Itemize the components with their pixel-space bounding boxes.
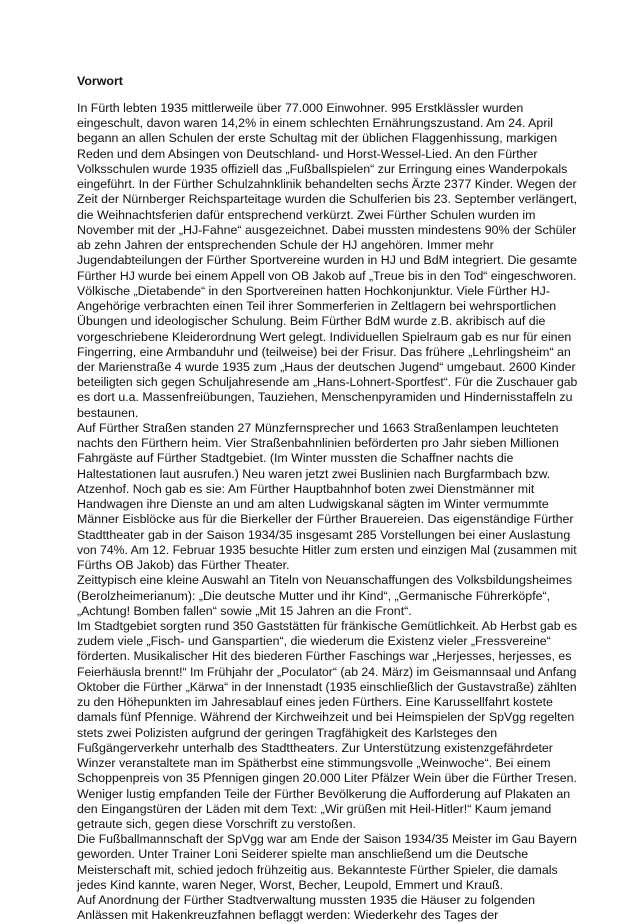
- text-line: jedes Kind kannte, waren Neger, Worst, Becher, Leupold, Emmert und Krauß.: [77, 877, 504, 892]
- text-line: Fahrgäste auf Fürther Stadtgebiet. (Im Winter mussten die Schaffner nachts die: [77, 451, 514, 466]
- text-line: damals fünf Pfennige. Während der Kirchweihzeit und bei Heimspielen der SpVgg regelten: [77, 710, 575, 725]
- text-line: Handwagen ihre Dienste an und am alten Ludwigskanal sägten im Winter vermummte: [77, 497, 549, 512]
- text-line: zudem viele „Fisch- und Ganspartien“, die wiederum die Existenz vieler „Fressvereine“: [77, 634, 551, 649]
- paragraph: [77, 573, 577, 619]
- text-line: stets zwei Polizisten aufgrund der geringen Tragfähigkeit des Karlsteges den: [77, 725, 498, 740]
- paragraph: [77, 421, 577, 573]
- paragraph: [77, 619, 577, 832]
- text-line: von 74%. Am 12. Februar 1935 besuchte Hitler zum ersten und einzigen Mal (zusammen mit: [77, 542, 577, 557]
- text-line: beteiligten sich gegen Schuljahresende am „Hans-Lohnert-Sportfest“. Für die Zuschauer gab: [77, 375, 578, 390]
- document-title: Vorwort: [77, 74, 123, 88]
- text-line: die Weihnachtsferien dafür entsprechend verkürzt. Zwei Fürther Schulen wurden im: [77, 207, 536, 222]
- text-line: Winzer veranstaltete man im Spätherbst eine stimmungsvolle „Weinwoche“. Bei einem: [77, 756, 551, 771]
- text-line: In Fürth lebten 1935 mittlerweile über 77.000 Einwohner. 995 Erstklässler wurden: [77, 101, 524, 115]
- text-line: Jugendabteilungen der Fürther Sportvereine wurden in HJ und BdM integriert. Die gesamte: [77, 253, 578, 268]
- text-line: es dort u.a. Massenfreiübungen, Tauziehen, Menschenpyramiden und Hindernisstaffeln zu: [77, 390, 573, 405]
- paragraph: [77, 101, 577, 421]
- text-line: den Eingangstüren der Läden mit dem Text: „Wir grüßen mit Heil-Hitler!“ Kaum jemand: [77, 801, 552, 816]
- text-line: Auf Fürther Straßen standen 27 Münzfernsprecher und 1663 Straßenlampen leuchteten: [77, 420, 559, 435]
- paragraph: [77, 832, 577, 893]
- text-line: Weniger lustig empfanden Teile der Fürther Bevölkerung die Aufforderung auf Plakaten an: [77, 786, 571, 801]
- text-line: Oktober die Fürther „Kärwa“ in der Innenstadt (1935 einschließlich der Gustavstraße) zählten: [77, 679, 577, 694]
- text-line: Angehörige verbrachten einen Teil ihrer Sommerferien in Zeltlagern bei wehrsportlichen: [77, 299, 557, 314]
- text-line: Übungen und ideologischer Schulung. Beim Fürther BdM wurde z.B. akribisch auf die: [77, 314, 546, 329]
- text-line: (Berolzheimerianum): „Die deutsche Mutter und ihr Kind“, „Germanische Führerköpfe“,: [77, 588, 551, 603]
- text-line: ab zehn Jahren der entsprechenden Schule der HJ angehören. Immer mehr: [77, 238, 494, 253]
- text-line: Die Fußballmannschaft der SpVgg war am Ende der Saison 1934/35 Meister im Gau Bayern: [77, 832, 577, 847]
- text-line: zu den Höhepunkten im Jahresablauf eines jeden Fürthers. Eine Karussellfahrt kostete: [77, 695, 553, 710]
- text-line: getraute sich, gegen diese Vorschrift zu verstoßen.: [77, 817, 356, 832]
- text-line: geworden. Unter Trainer Loni Seiderer spielte man anschließend um die Deutsche: [77, 847, 529, 862]
- text-line: Im Stadtgebiet sorgten rund 350 Gaststätten für fränkische Gemütlichkeit. Ab Herbst gab es: [77, 618, 578, 633]
- text-line: Volksschulen wurde 1935 offiziell das „Fußballspielen“ zur Erringung eines Wanderpokals: [77, 161, 568, 176]
- text-line: nachts den Fürthern heim. Vier Straßenbahnlinien beförderten pro Jahr sieben Millionen: [77, 436, 559, 451]
- text-line: Fingerring, eine Armbanduhr und (teilweise) bei der Frisur. Das frühere „Lehrlingsheim“ an: [77, 344, 571, 359]
- text-line: Feierhäusla brennt!“ Im Frühjahr der „Poculator“ (ab 24. März) im Geismannsaal und Anfang: [77, 664, 577, 679]
- text-line: der Marienstraße 4 wurde 1935 zum „Haus der deutschen Jugend“ umgebaut. 2600 Kinder: [77, 359, 576, 374]
- text-line: Auf Anordnung der Fürther Stadtverwaltung mussten 1935 die Häuser zu folgenden: [77, 893, 536, 908]
- text-line: Schoppenpreis von 35 Pfennigen gingen 20.000 Liter Pfälzer Wein über die Fürther Tresen.: [77, 771, 577, 786]
- text-line: Atzenhof. Noch gab es sie: Am Fürther Hauptbahnhof boten zwei Dienstmänner mit: [77, 481, 535, 496]
- text-line: Männer Eisblöcke aus für die Bierkeller der Fürther Brauereien. Das eigenständige Fürther: [77, 512, 574, 527]
- text-line: begann an allen Schulen der erste Schultag mit der üblichen Flaggenhissung, markigen: [77, 131, 558, 146]
- text-line: Fürther HJ wurde bei einem Appell von OB Jakob auf „Treue bis in den Tod“ eingeschworen.: [77, 268, 577, 283]
- text-line: förderten. Musikalischer Hit des biederen Fürther Faschings war „Herjesses, herjesses, es: [77, 649, 572, 664]
- text-line: Völkische „Dietabende“ in den Sportvereinen hatten Hochkonjunktur. Viele Fürther HJ-: [77, 283, 550, 298]
- text-line: Anlässen mit Hakenkreuzfahnen beflaggt werden: Wiederkehr des Tages der: [77, 908, 499, 923]
- text-line: Zeit der Nürnberger Reichsparteitage wurden die Schulferien bis 23. September verlängert,: [77, 192, 578, 207]
- text-line: Fürths OB Jakob) das Fürther Theater.: [77, 558, 290, 573]
- text-line: vorgeschriebene Kleiderordnung Wert gelegt. Individuellen Spielraum gab es nur für einen: [77, 329, 572, 344]
- text-line: Haltestationen laut ausrufen.) Neu waren jetzt zwei Buslinien nach Burgfarmbach bzw.: [77, 466, 551, 481]
- text-line: Meisterschaft mit, schied jedoch frühzeitig aus. Bekannteste Fürther Spieler, die damals: [77, 862, 558, 877]
- document-body: [77, 101, 577, 924]
- text-line: Zeittypisch eine kleine Auswahl an Titeln von Neuanschaffungen des Volksbildungsheimes: [77, 573, 573, 588]
- text-line: Fußgängerverkehr unterhalb des Stadttheaters. Zur Unterstützung existenzgefährdeter: [77, 740, 553, 755]
- text-line: November mit der „HJ-Fahne“ ausgezeichnet. Dabei mussten mindestens 90% der Schüler: [77, 222, 577, 237]
- text-line: bestaunen.: [77, 405, 139, 420]
- text-line: „Achtung! Bomben fallen“ sowie „Mit 15 Jahren an die Front“.: [77, 603, 412, 618]
- text-line: eingeführt. In der Fürther Schulzahnklinik behandelten sechs Ärzte 2377 Kinder. Wegen der: [77, 177, 577, 192]
- text-line: eingeschult, davon waren 14,2% in einem schlechten Ernährungszustand. Am 24. April: [77, 116, 553, 131]
- paragraph: [77, 893, 577, 923]
- text-line: Stadttheater gab in der Saison 1934/35 insgesamt 285 Vorstellungen bei einer Auslastung: [77, 527, 571, 542]
- text-line: Reden und dem Absingen von Deutschland- und Horst-Wessel-Lied. An den Fürther: [77, 146, 538, 161]
